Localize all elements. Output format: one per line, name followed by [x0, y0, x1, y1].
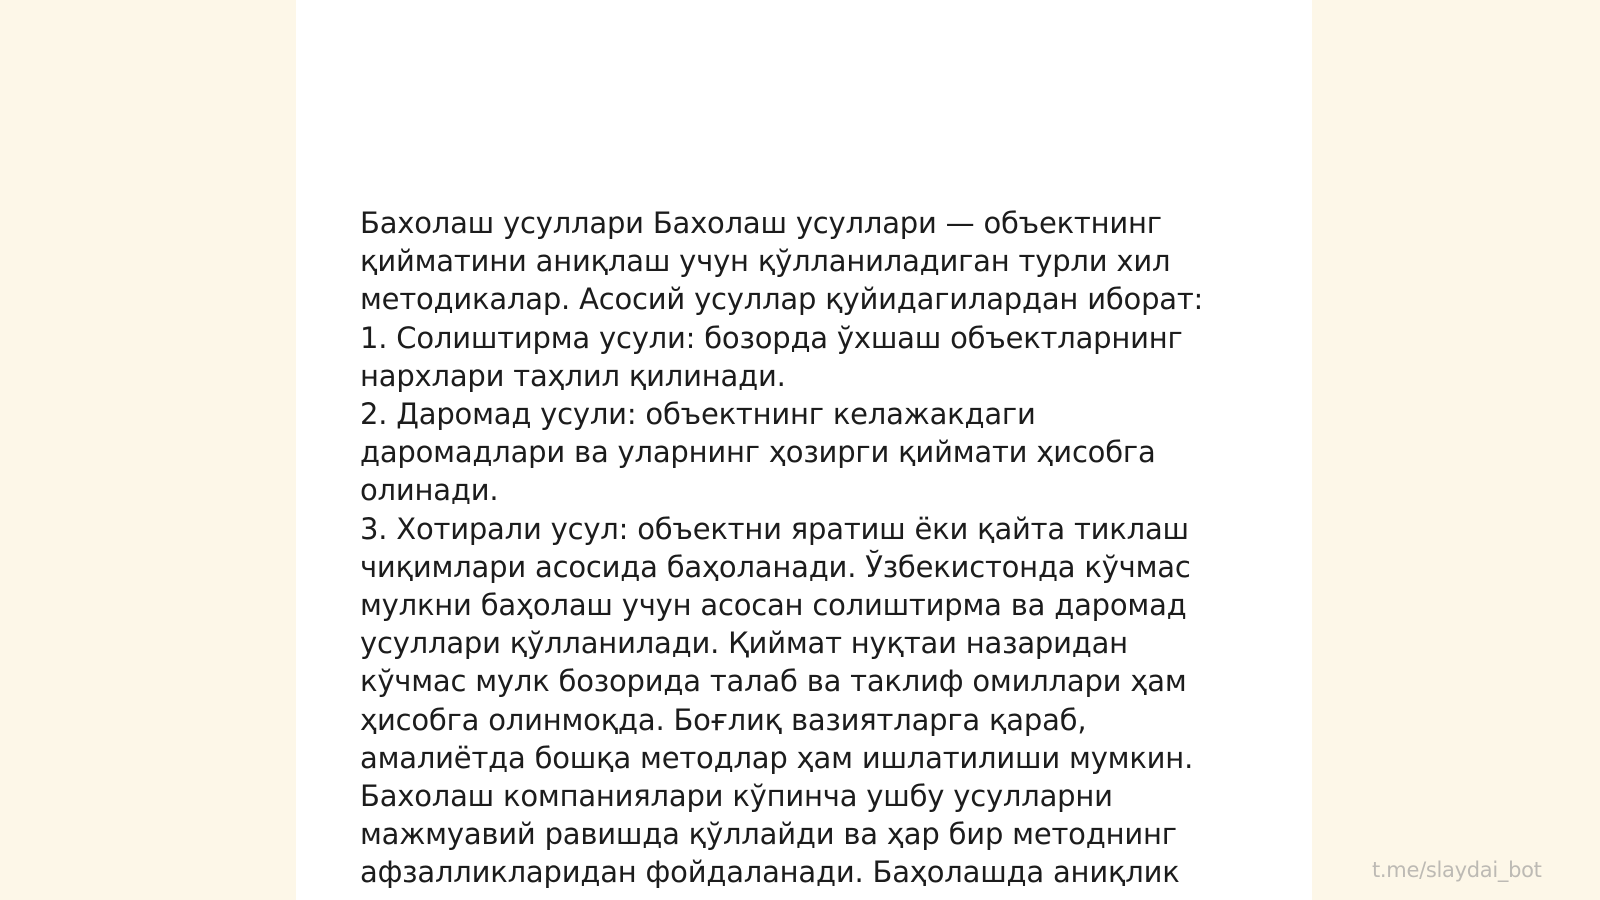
watermark-text: t.me/slaydai_bot — [1372, 858, 1542, 882]
text-line: амалиётда бошқа методлар ҳам ишлатилиши мумкин. — [360, 740, 1194, 775]
text-line: олинади. — [360, 473, 499, 508]
text-line: мажмуавий равишда қўллайди ва ҳар бир методнинг — [360, 817, 1177, 852]
slide-page — [296, 0, 1312, 900]
text-line: методикалар. Асосий усуллар қуйидагилардан иборат: — [360, 282, 1204, 317]
text-line: 3. Хотирали усул: объектни яратиш ёки қайта тиклаш — [360, 511, 1189, 546]
text-line: даромадлари ва уларнинг ҳозирги қиймати ҳисобга — [360, 435, 1156, 470]
slide-body-text — [360, 204, 1260, 892]
text-line: кўчмас мулк бозорида талаб ва таклиф омиллари ҳам — [360, 664, 1187, 699]
text-line: чиқимлари асосида баҳоланади. Ўзбекистонда кўчмас — [360, 549, 1191, 584]
text-line: мулкни баҳолаш учун асосан солиштирма ва даромад — [360, 588, 1187, 623]
text-line: афзалликларидан фойдаланади. Баҳолашда аниқлик — [360, 855, 1180, 890]
text-line: 1. Солиштирма усули: бозорда ўхшаш объектларнинг — [360, 320, 1183, 355]
text-line: Бахолаш усуллари Бахолаш усуллари — объектнинг — [360, 206, 1162, 240]
text-line: Бахолаш компаниялари кўпинча ушбу усулларни — [360, 779, 1113, 814]
text-line: 2. Даромад усули: объектнинг келажакдаги — [360, 397, 1036, 432]
text-line: қийматини аниқлаш учун қўлланиладиган турли хил — [360, 244, 1171, 279]
text-line: усуллари қўлланилади. Қиймат нуқтаи назаридан — [360, 626, 1128, 661]
text-line: ҳисобга олинмоқда. Боғлиқ вазиятларга қараб, — [360, 702, 1087, 737]
text-line: нархлари таҳлил қилинади. — [360, 358, 786, 393]
